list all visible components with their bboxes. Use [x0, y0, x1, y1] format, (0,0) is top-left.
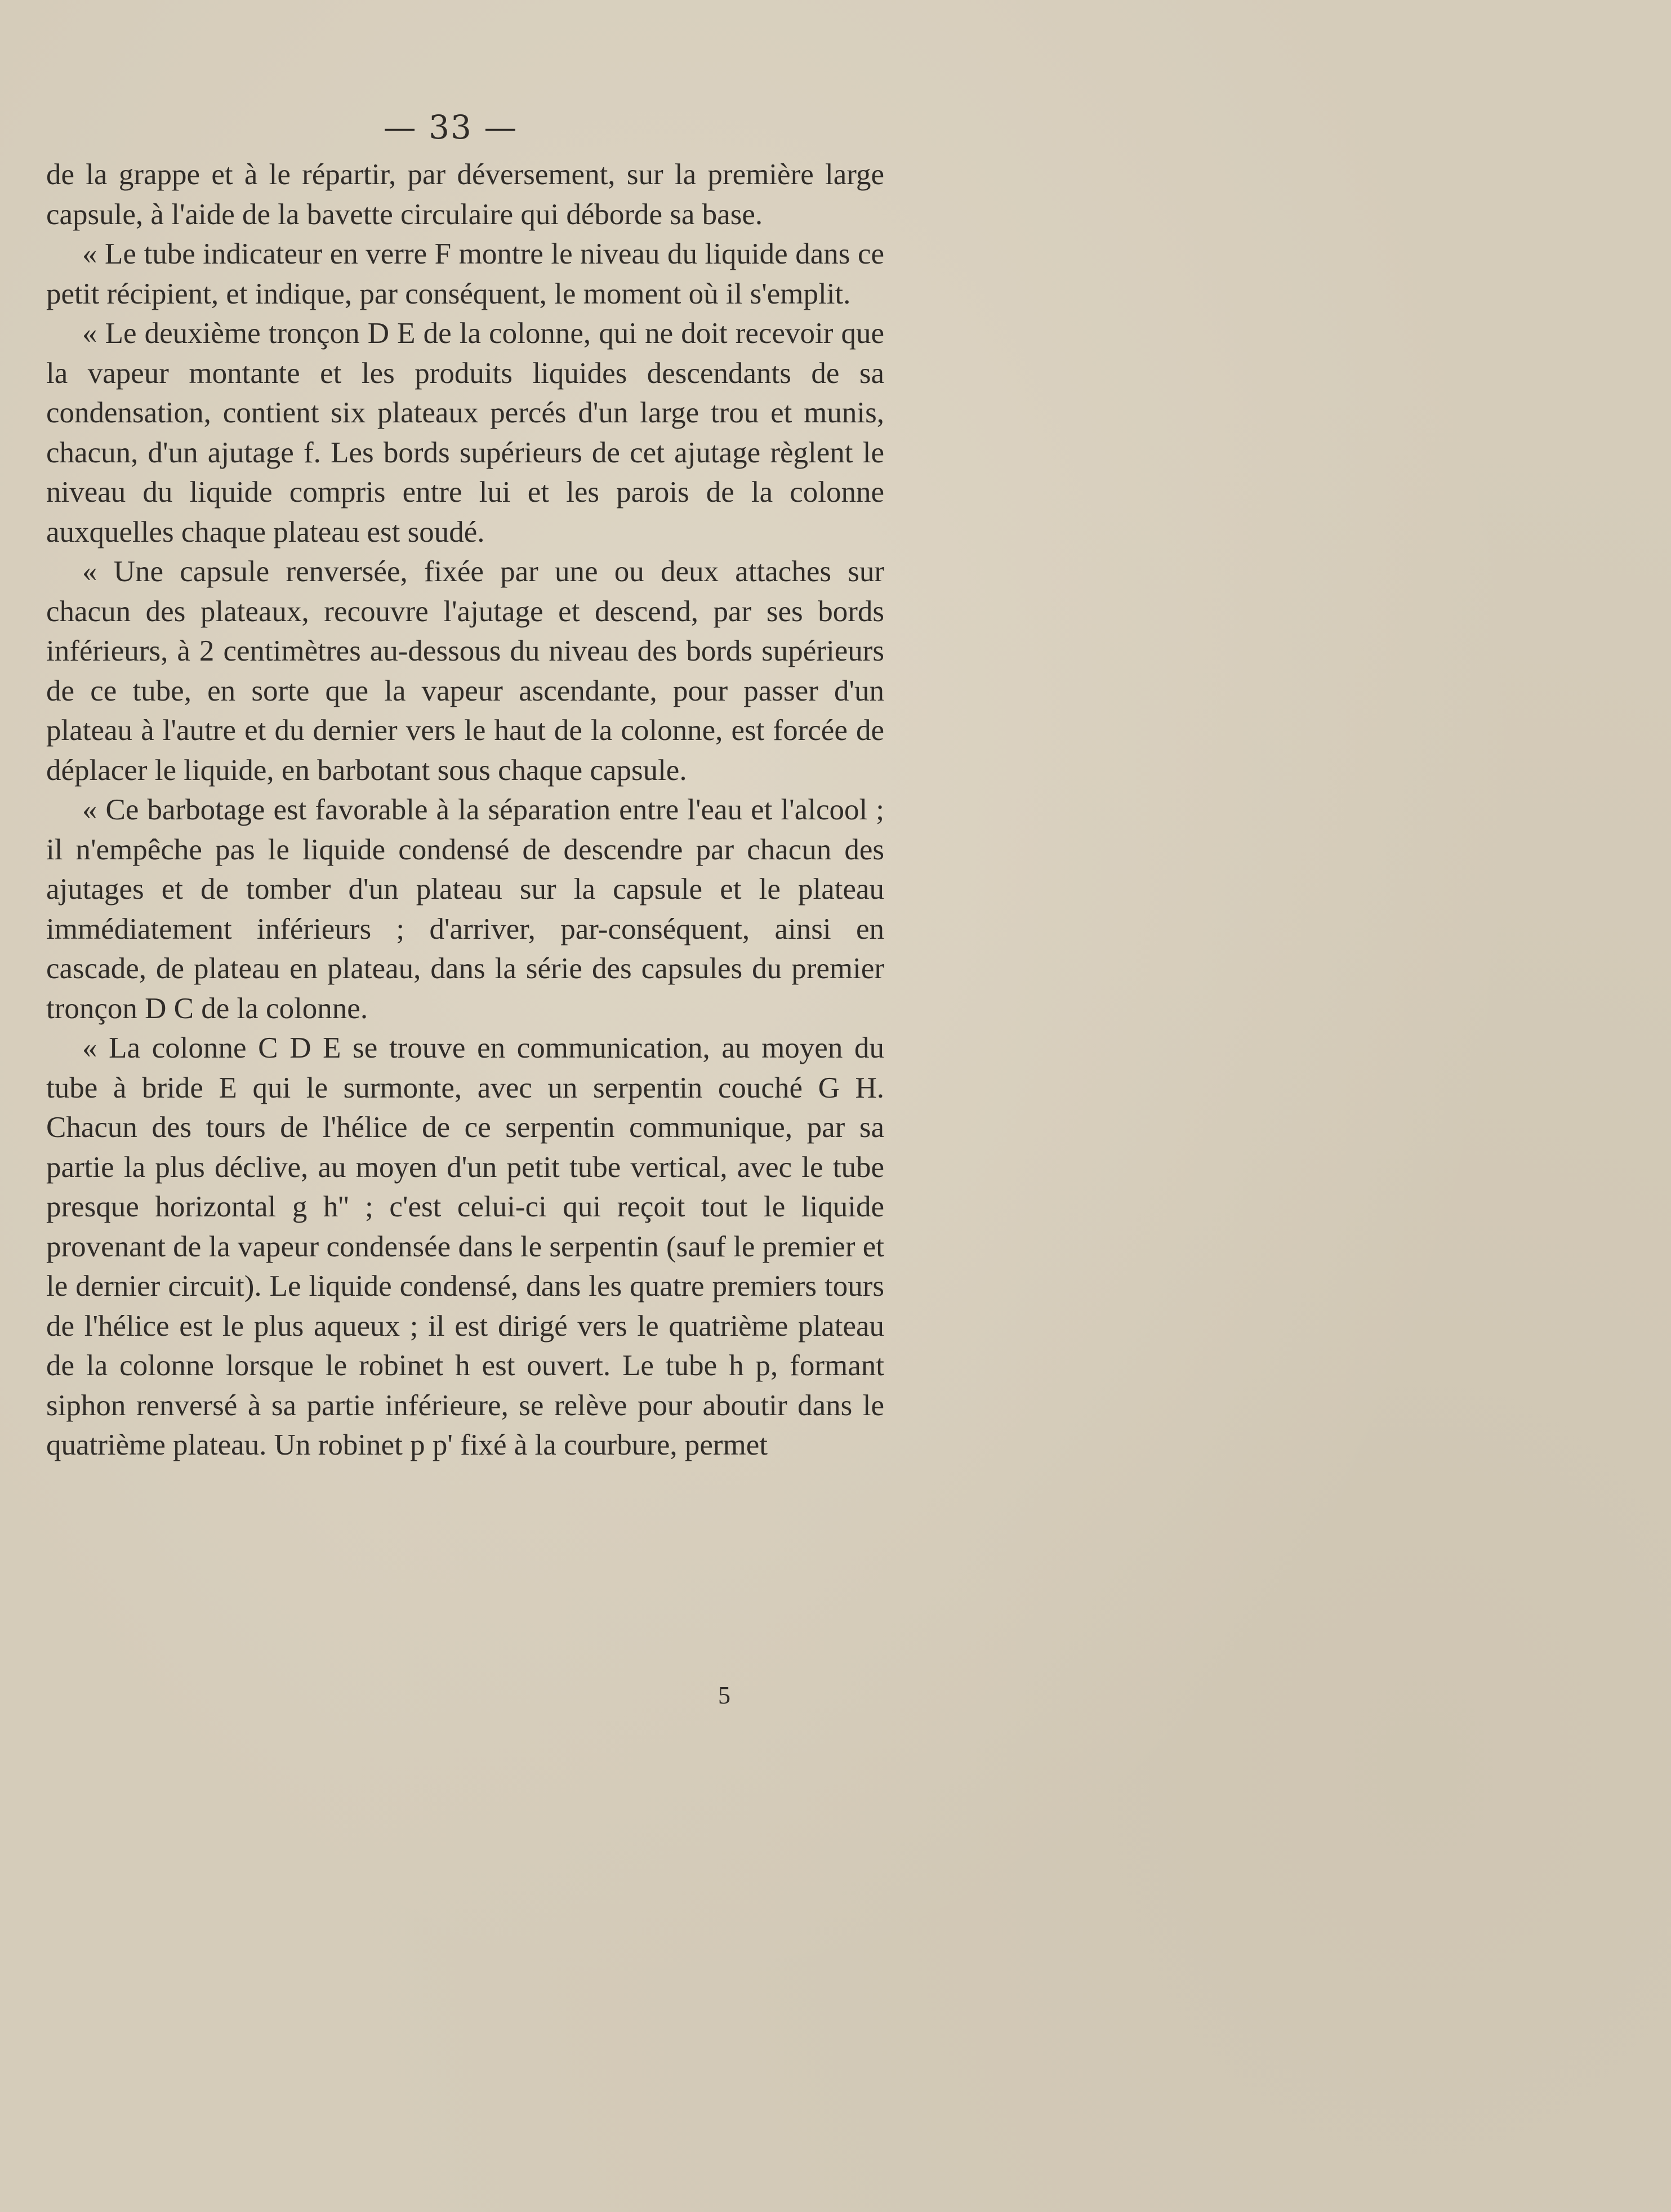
paragraph-2: « Le tube indicateur en verre F montre le niveau du liquide dans ce petit récipient, et indique, par conséquent, le moment où il s'emplit.: [46, 238, 884, 310]
signature-mark: 5: [718, 1682, 730, 1709]
paragraph-3: « Le deuxième tronçon D E de la colonne, qui ne doit recevoir que la vapeur montante et les produits liquides descendants de sa condensation, contient six plateaux percés d'un large trou et munis, chacun, d'un ajutage f. Les bords supérieurs de cet ajutage règlent le niveau du liquide compris entre lui et les parois de la colonne auxquelles chaque plateau est soudé.: [46, 317, 884, 548]
paragraph-1: de la grappe et à le répartir, par déversement, sur la première large capsule, à l'aide de la bavette circulaire qui déborde sa base.: [46, 158, 884, 231]
paragraph-5: « Ce barbotage est favorable à la séparation entre l'eau et l'alcool ; il n'empêche pas le liquide condensé de descendre par chacun des ajutages et de tomber d'un plateau sur la capsule et le plateau immédiatement inférieurs ; d'arriver, par-conséquent, ainsi en cascade, de plateau en plateau, dans la série des capsules du premier tronçon D C de la colonne.: [46, 793, 884, 1025]
page-number-header: — 33 —: [383, 108, 518, 146]
body-text: [46, 155, 884, 1465]
paragraph-4: « Une capsule renversée, fixée par une ou deux attaches sur chacun des plateaux, recouvre l'ajutage et descend, par ses bords inférieurs, à 2 centimètres au-dessous du niveau des bords supérieurs de ce tube, en sorte que la vapeur ascendante, pour passer d'un plateau à l'autre et du dernier vers le haut de la colonne, est forcée de déplacer le liquide, en barbotant sous chaque capsule.: [46, 555, 884, 787]
paragraph-6: « La colonne C D E se trouve en communication, au moyen du tube à bride E qui le surmonte, avec un serpentin couché G H. Chacun des tours de l'hélice de ce serpentin communique, par sa partie la plus déclive, au moyen d'un petit tube vertical, avec le tube presque horizontal g h'' ; c'est celui-ci qui reçoit tout le liquide provenant de la vapeur condensée dans le serpentin (sauf le premier et le dernier circuit). Le liquide condensé, dans les quatre premiers tours de l'hélice est le plus aqueux ; il est dirigé vers le quatrième plateau de la colonne lorsque le robinet h est ouvert. Le tube h p, formant siphon renversé à sa partie inférieure, se relève pour aboutir dans le quatrième plateau. Un robinet p p' fixé à la courbure, permet: [46, 1032, 884, 1461]
